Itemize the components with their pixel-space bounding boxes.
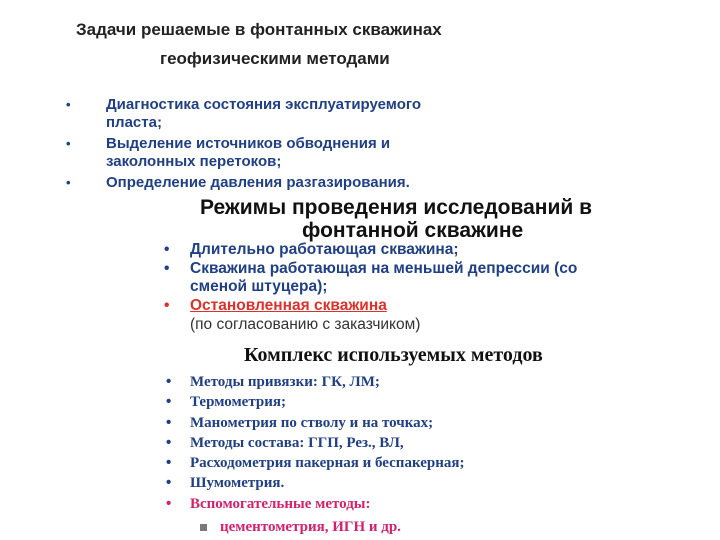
bullet-icon: • bbox=[166, 474, 172, 492]
bullet-icon: • bbox=[66, 97, 71, 112]
list-item-line: заколонных перетоков; bbox=[106, 153, 282, 170]
list-item-text: Шумометрия. bbox=[190, 475, 285, 492]
tasks-list bbox=[64, 96, 524, 195]
bullet-icon: • bbox=[166, 433, 172, 451]
list-item bbox=[162, 392, 682, 412]
list-item-line: Скважина работающая на меньшей депрессии (со bbox=[190, 259, 578, 277]
list-item bbox=[162, 433, 682, 453]
section2-title-line2: фонтанной скважине bbox=[302, 219, 524, 242]
list-item-highlighted bbox=[160, 297, 680, 316]
list-item-text: Методы привязки: ГК, ЛМ; bbox=[190, 374, 380, 390]
list-item-text: Термометрия; bbox=[190, 394, 286, 411]
list-item-line: Выделение источников обводнения и bbox=[106, 135, 391, 152]
methods-list bbox=[162, 372, 682, 537]
list-item bbox=[162, 413, 682, 433]
bullet-icon: • bbox=[66, 175, 71, 190]
bullet-icon: • bbox=[66, 136, 71, 151]
list-item bbox=[64, 96, 524, 132]
bullet-icon: • bbox=[164, 241, 170, 258]
list-item-text: Методы состава: ГГП, Рез., ВЛ, bbox=[190, 434, 404, 451]
bullet-icon: • bbox=[164, 259, 170, 277]
note-text: (по согласованию с заказчиком) bbox=[190, 316, 421, 333]
modes-list bbox=[160, 241, 680, 334]
section1-title-line2: геофизическими методами bbox=[160, 49, 390, 68]
bullet-icon: • bbox=[166, 494, 172, 512]
bullet-icon: • bbox=[166, 413, 172, 431]
sub-list-item bbox=[162, 517, 682, 537]
bullet-icon: • bbox=[166, 373, 172, 390]
list-item bbox=[162, 453, 682, 473]
bullet-icon: • bbox=[166, 393, 172, 411]
sub-list-item-text: цементометрия, ИГН и др. bbox=[220, 519, 401, 536]
list-item bbox=[160, 241, 680, 260]
list-item-text: Расходометрия пакерная и беспакерная; bbox=[190, 455, 465, 472]
list-item-line: Остановленная скважина bbox=[190, 296, 387, 314]
list-item-text: Вспомогательные методы: bbox=[190, 495, 371, 512]
section1-title-line1: Задачи решаемые в фонтанных скважинах bbox=[76, 20, 442, 39]
bullet-icon: • bbox=[166, 454, 172, 472]
list-item-line: сменой штуцера); bbox=[190, 278, 328, 295]
list-item-line: Длительно работающая скважина; bbox=[190, 241, 459, 258]
list-item bbox=[64, 135, 524, 171]
section2-title-line1: Режимы проведения исследований в bbox=[200, 196, 593, 219]
list-item-line: Определение давления разгазирования. bbox=[106, 174, 410, 191]
bullet-icon: • bbox=[164, 296, 170, 314]
list-item bbox=[160, 260, 680, 297]
list-item-line: Диагностика состояния эксплуатируемого bbox=[106, 96, 422, 113]
list-item bbox=[64, 174, 524, 192]
list-item bbox=[162, 372, 682, 392]
section3-title: Комплекс используемых методов bbox=[244, 344, 543, 366]
list-item bbox=[162, 473, 682, 493]
list-item-text: Манометрия по стволу и на точках; bbox=[190, 414, 434, 431]
square-bullet-icon bbox=[200, 524, 207, 531]
list-item-line: пласта; bbox=[106, 114, 162, 131]
list-item-highlighted bbox=[162, 494, 682, 514]
